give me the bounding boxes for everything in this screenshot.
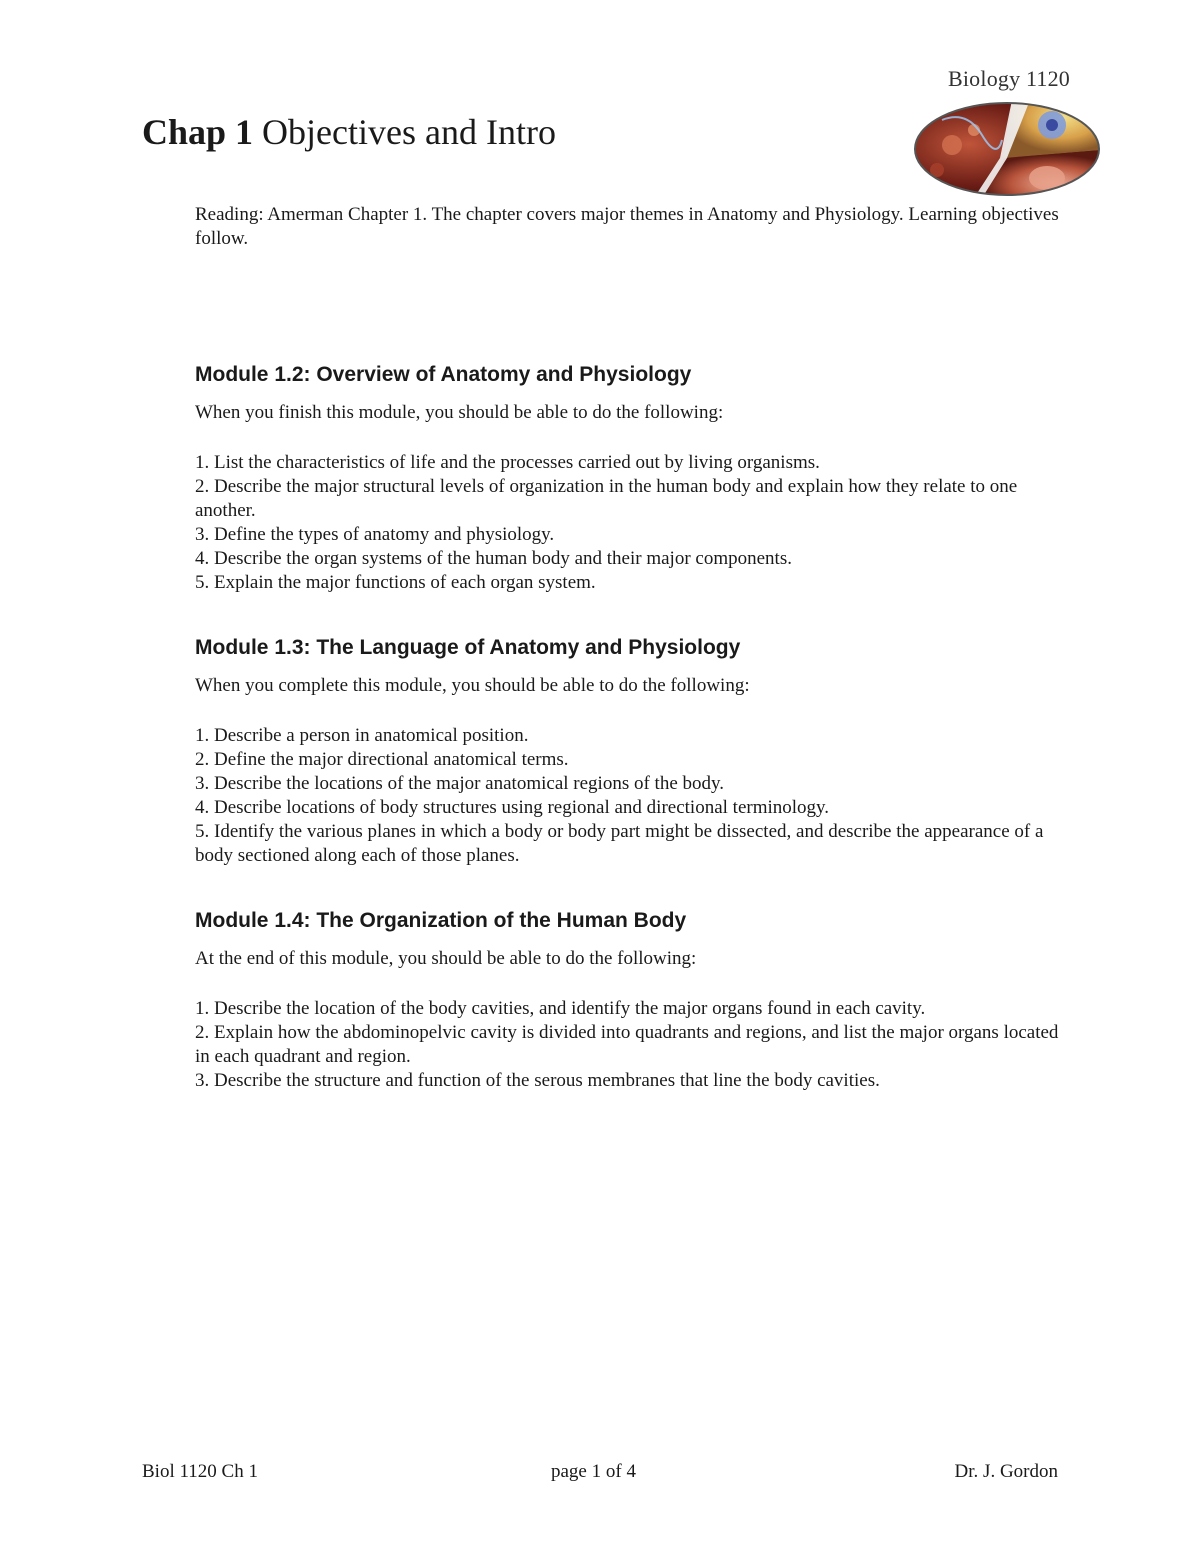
module-1-2-objectives xyxy=(195,451,1075,595)
module-1-4-heading: Module 1.4: The Organization of the Human Body xyxy=(195,909,687,932)
objective-item: 2. Define the major directional anatomical terms. xyxy=(195,749,569,770)
module-1-3-objectives xyxy=(195,724,1075,868)
biology-collage-logo-icon xyxy=(912,100,1102,198)
footer-course: Biol 1120 Ch 1 xyxy=(142,1461,258,1482)
objective-item: 3. Describe the locations of the major anatomical regions of the body. xyxy=(195,773,725,794)
module-1-3-lead: When you complete this module, you should be able to do the following: xyxy=(195,675,750,696)
objective-item: 3. Describe the structure and function of the serous membranes that line the body cavities. xyxy=(195,1070,880,1091)
module-1-2-heading: Module 1.2: Overview of Anatomy and Physiology xyxy=(195,363,692,386)
objective-item: 5. Identify the various planes in which a body or body part might be dissected, and describe the appearance of a body sectioned along each of those planes. xyxy=(195,821,1044,866)
objective-item: 2. Explain how the abdominopelvic cavity is divided into quadrants and regions, and list the major organs located in each quadrant and region. xyxy=(195,1022,1059,1067)
objective-item: 1. List the characteristics of life and the processes carried out by living organisms. xyxy=(195,452,820,473)
objective-item: 4. Describe locations of body structures using regional and directional terminology. xyxy=(195,797,830,818)
reading-intro: Reading: Amerman Chapter 1. The chapter covers major themes in Anatomy and Physiology. Learning objectives follow. xyxy=(195,204,1059,249)
module-1-4-objectives xyxy=(195,997,1075,1093)
page-title xyxy=(142,108,556,156)
module-1-2-lead: When you finish this module, you should be able to do the following: xyxy=(195,402,724,423)
objective-item: 4. Describe the organ systems of the human body and their major components. xyxy=(195,548,792,569)
objective-item: 2. Describe the major structural levels of organization in the human body and explain how they relate to one another. xyxy=(195,476,1018,521)
objective-item: 3. Define the types of anatomy and physiology. xyxy=(195,524,555,545)
objective-item: 1. Describe a person in anatomical position. xyxy=(195,725,529,746)
title-text: Objectives and Intro xyxy=(253,112,556,152)
objective-item: 1. Describe the location of the body cavities, and identify the major organs found in each cavity. xyxy=(195,998,926,1019)
module-1-3-heading: Module 1.3: The Language of Anatomy and Physiology xyxy=(195,636,741,659)
module-1-4-lead: At the end of this module, you should be able to do the following: xyxy=(195,948,697,969)
course-tag: Biology 1120 xyxy=(948,66,1070,91)
footer-page-number: page 1 of 4 xyxy=(551,1461,636,1482)
footer-author: Dr. J. Gordon xyxy=(954,1461,1058,1482)
objective-item: 5. Explain the major functions of each organ system. xyxy=(195,572,596,593)
title-chapter: Chap 1 xyxy=(142,112,254,152)
